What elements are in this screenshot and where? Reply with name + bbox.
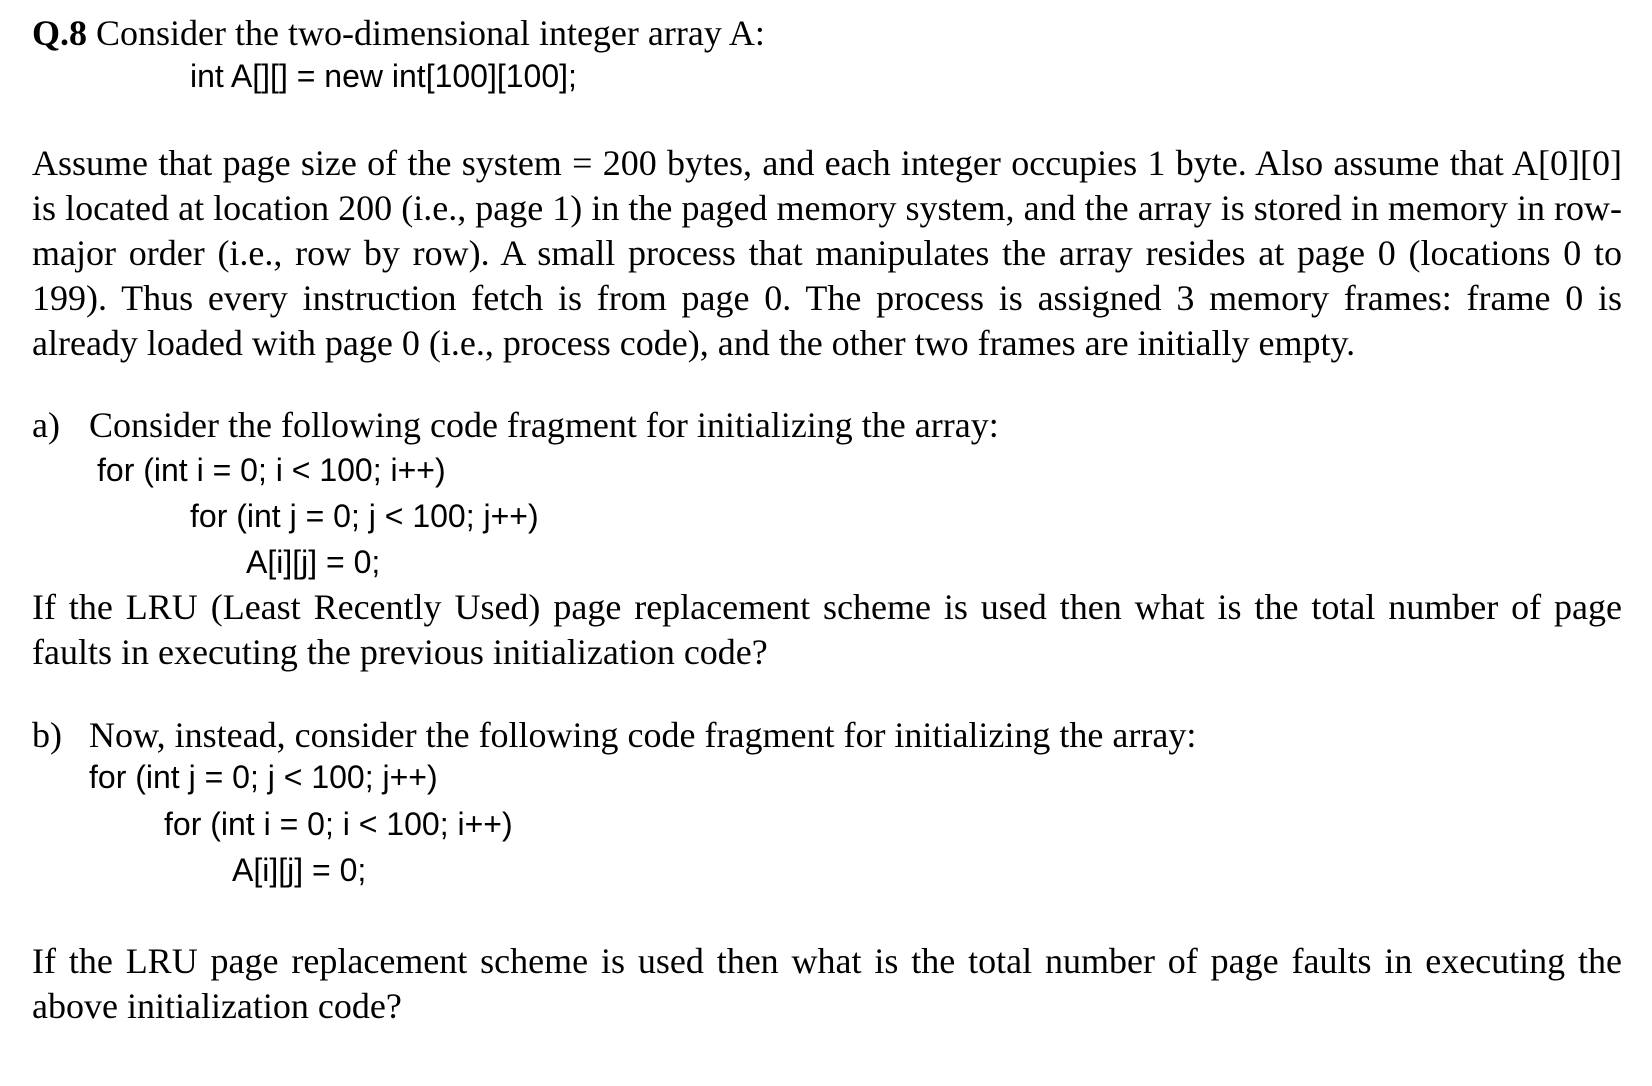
part-a-question: If the LRU (Least Recently Used) page replacement scheme is used then what is the total number of page faults in executing the previous initialization code? (32, 587, 1622, 672)
part-b-code-line-1: for (int j = 0; j < 100; j++) (89, 759, 438, 795)
question-heading (32, 12, 765, 54)
part-a-prompt-line (32, 404, 999, 446)
array-declaration: int A[][] = new int[100][100]; (190, 58, 577, 94)
part-b-label: b) (32, 715, 62, 755)
part-a-label: a) (32, 405, 60, 445)
part-b-prompt: Now, instead, consider the following code fragment for initializing the array: (89, 715, 1197, 755)
part-b-code-line-3: A[i][j] = 0; (232, 852, 367, 888)
part-a-prompt: Consider the following code fragment for initializing the array: (89, 405, 999, 445)
assumptions-paragraph: Assume that page size of the system = 200 bytes, and each integer occupies 1 byte. Also assume that A[0][0] is located at location 200 (i.e., page 1) in the paged memory system, and the array is stored in memory in row-major order (i.e., row by row). A small process that manipulates the array resides at page 0 (locations 0 to 199). Thus every instruction fetch is from page 0. The process is assigned 3 memory frames: frame 0 is already loaded with page 0 (i.e., process code), and the other two frames are initially empty. (32, 143, 1622, 363)
part-b-code-line-2: for (int i = 0; i < 100; i++) (164, 806, 513, 842)
part-a-code-line-1: for (int i = 0; i < 100; i++) (97, 452, 446, 488)
part-a-code-line-3: A[i][j] = 0; (246, 544, 381, 580)
part-a-code-line-2: for (int j = 0; j < 100; j++) (190, 498, 539, 534)
question-intro: Consider the two-dimensional integer array A: (87, 13, 765, 53)
question-number: Q.8 (32, 13, 88, 53)
part-b-question: If the LRU page replacement scheme is used then what is the total number of page faults in executing the above initialization code? (32, 941, 1622, 1026)
part-b-prompt-line (32, 714, 1196, 756)
